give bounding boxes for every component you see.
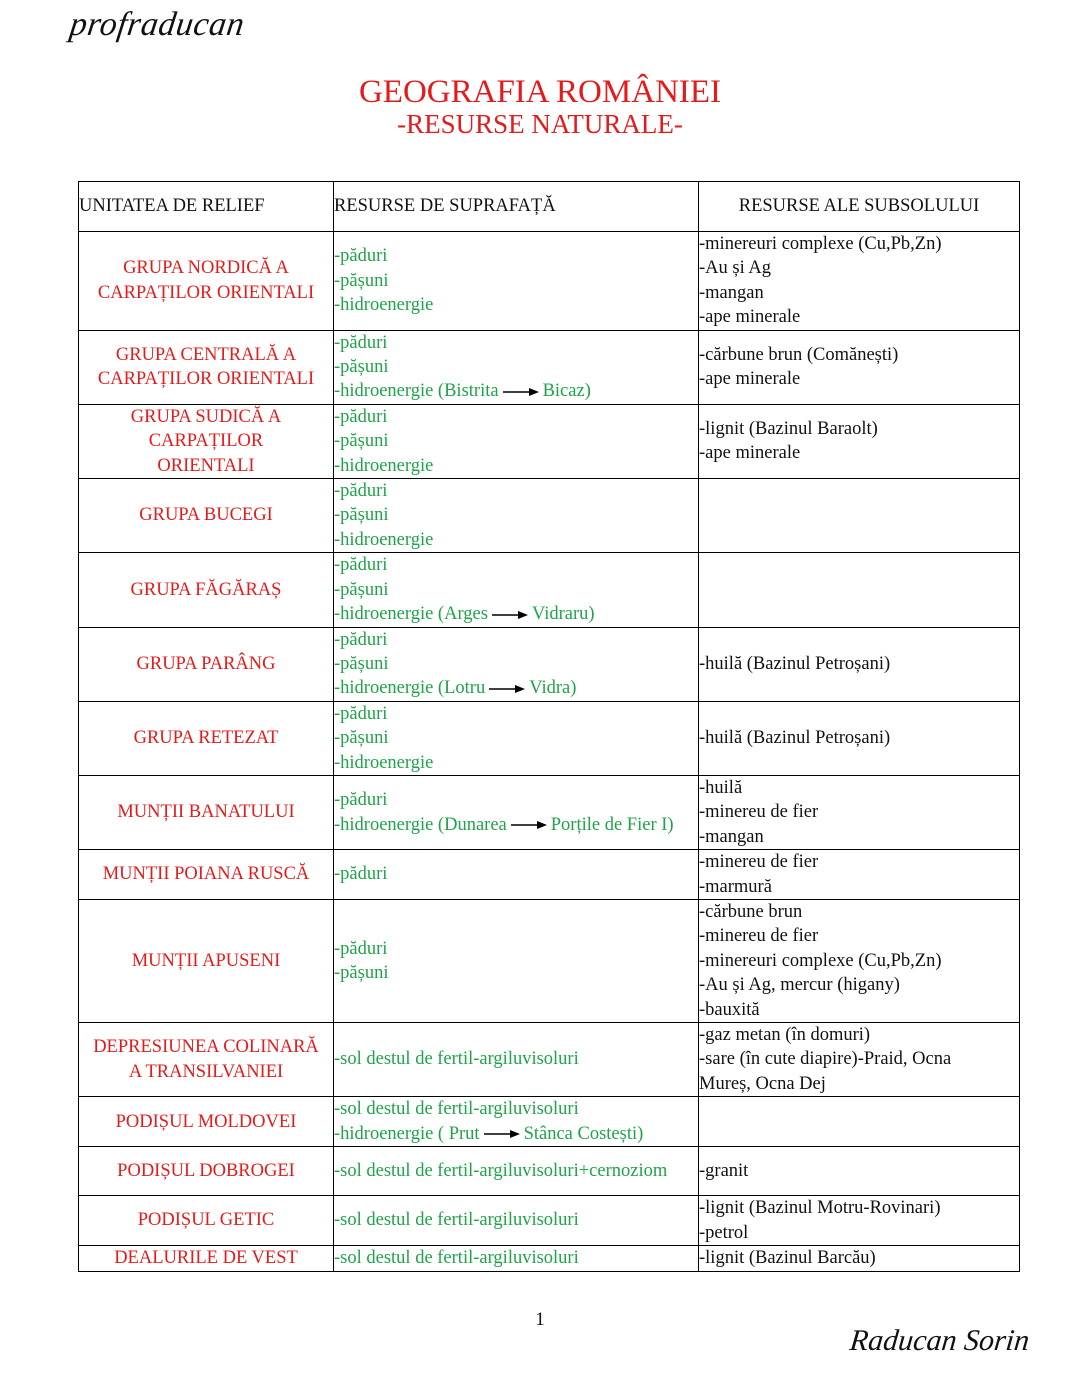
surface-resource-text: -pășuni bbox=[334, 579, 389, 600]
arrow-right-icon bbox=[503, 387, 539, 397]
surface-resource-item bbox=[334, 355, 698, 379]
surface-resource-item bbox=[334, 454, 698, 478]
surface-resources-cell bbox=[334, 899, 699, 1022]
relief-unit-line: CARPAȚILOR bbox=[148, 431, 264, 452]
subsoil-resources-cell bbox=[699, 850, 1020, 900]
surface-resource-text: -hidroenergie (Lotru bbox=[334, 678, 486, 699]
surface-resource-item bbox=[334, 479, 698, 503]
table-row bbox=[79, 553, 1020, 627]
surface-resources-cell bbox=[334, 1246, 699, 1272]
surface-resource-text: -hidroenergie bbox=[334, 752, 434, 773]
subsoil-resource-item: -ape minerale bbox=[699, 369, 801, 390]
arrow-right-icon bbox=[489, 684, 525, 694]
subsoil-resource-item: -cărbune brun (Comănești) bbox=[699, 344, 899, 365]
arrow-right-icon bbox=[492, 610, 528, 620]
surface-resource-text: -pășuni bbox=[334, 962, 389, 983]
surface-resources-cell bbox=[334, 479, 699, 553]
surface-resource-item bbox=[334, 553, 698, 577]
surface-resource-text: -hidroenergie (Arges bbox=[334, 604, 488, 625]
subsoil-resources-cell bbox=[699, 232, 1020, 331]
surface-resource-item bbox=[334, 788, 698, 812]
subsoil-resource-item: -gaz metan (în domuri) bbox=[699, 1025, 871, 1045]
relief-unit-cell bbox=[79, 899, 334, 1022]
surface-resource-item bbox=[334, 293, 698, 317]
subsoil-resource-item: -minereu de fier bbox=[699, 852, 819, 873]
subsoil-resource-item: -cărbune brun bbox=[699, 901, 803, 922]
subsoil-resource-item: -huilă bbox=[699, 777, 743, 798]
relief-unit-line: GRUPA NORDICĂ A bbox=[123, 258, 289, 279]
subsoil-resource-item: -ape minerale bbox=[699, 443, 801, 464]
relief-unit-line: CARPAȚILOR ORIENTALI bbox=[97, 282, 315, 303]
page-subtitle: -RESURSE NATURALE- bbox=[397, 109, 683, 139]
subsoil-resources-cell bbox=[699, 627, 1020, 701]
surface-resource-item bbox=[334, 1159, 698, 1183]
arrow-right-icon bbox=[484, 1129, 520, 1139]
resources-table bbox=[78, 181, 1020, 1272]
surface-resources-cell bbox=[334, 232, 699, 331]
relief-unit-line: MUNȚII POIANA RUSCĂ bbox=[102, 864, 310, 885]
header-subsoil-resources: RESURSE ALE SUBSOLULUI bbox=[699, 182, 1020, 232]
subsoil-resources-cell bbox=[699, 1246, 1020, 1272]
subsoil-resources-cell bbox=[699, 1097, 1020, 1147]
surface-resource-destination: Bicaz) bbox=[542, 381, 591, 402]
surface-resource-item bbox=[334, 602, 698, 626]
surface-resource-text: -păduri bbox=[334, 703, 388, 724]
subsoil-resources-cell bbox=[699, 404, 1020, 478]
subsoil-resource-item: -mangan bbox=[699, 826, 764, 847]
surface-resource-item bbox=[334, 1208, 698, 1232]
surface-resource-item bbox=[334, 503, 698, 527]
surface-resource-item bbox=[334, 813, 698, 837]
relief-unit-cell bbox=[79, 775, 334, 849]
surface-resources-cell bbox=[334, 775, 699, 849]
surface-resource-text: -păduri bbox=[334, 481, 388, 502]
surface-resource-text: -păduri bbox=[334, 790, 388, 811]
relief-unit-line: GRUPA PARÂNG bbox=[136, 653, 276, 674]
surface-resource-item bbox=[334, 244, 698, 268]
surface-resources-cell bbox=[334, 1147, 699, 1196]
surface-resource-text: -sol destul de fertil-argiluvisoluri bbox=[334, 1099, 579, 1120]
surface-resource-text: -păduri bbox=[334, 332, 388, 353]
subsoil-resource-item: -Au și Ag, mercur (higany) bbox=[699, 975, 900, 996]
subsoil-resource-item: -huilă (Bazinul Petroșani) bbox=[699, 653, 891, 674]
surface-resource-text: -pășuni bbox=[334, 357, 389, 378]
table-row bbox=[79, 701, 1020, 775]
subsoil-resource-item: -huilă (Bazinul Petroșani) bbox=[699, 728, 891, 749]
surface-resource-text: -hidroenergie (Dunarea bbox=[334, 814, 507, 835]
table-row bbox=[79, 1023, 1020, 1097]
subsoil-resource-item: -granit bbox=[699, 1161, 749, 1182]
page-title: GEOGRAFIA ROMÂNIEI bbox=[358, 74, 722, 110]
relief-unit-cell bbox=[79, 1196, 334, 1246]
subsoil-resources-cell bbox=[699, 553, 1020, 627]
subsoil-resource-item: -minereuri complexe (Cu,Pb,Zn) bbox=[699, 950, 942, 971]
subsoil-resource-item: -sare (în cute diapire)-Praid, Ocna bbox=[699, 1049, 952, 1070]
subsoil-resource-item: -lignit (Bazinul Barcău) bbox=[699, 1248, 876, 1269]
surface-resources-cell bbox=[334, 701, 699, 775]
subsoil-resource-item: -minereuri complexe (Cu,Pb,Zn) bbox=[699, 234, 942, 254]
relief-unit-line: CARPAȚILOR ORIENTALI bbox=[97, 369, 315, 390]
surface-resources-cell bbox=[334, 330, 699, 404]
relief-unit-cell bbox=[79, 1246, 334, 1272]
surface-resource-text: -sol destul de fertil-argiluvisoluri bbox=[334, 1049, 579, 1070]
surface-resource-destination: Vidra) bbox=[529, 678, 577, 699]
subsoil-resources-cell bbox=[699, 1023, 1020, 1097]
relief-unit-line: DEALURILE DE VEST bbox=[114, 1248, 298, 1269]
surface-resource-text: -pășuni bbox=[334, 728, 389, 749]
subsoil-resource-item: -petrol bbox=[699, 1222, 749, 1243]
surface-resource-item bbox=[334, 961, 698, 985]
table-row bbox=[79, 775, 1020, 849]
page-number: 1 bbox=[535, 1309, 545, 1330]
surface-resources-cell bbox=[334, 1196, 699, 1246]
surface-resource-item bbox=[334, 937, 698, 961]
surface-resource-destination: Vidraru) bbox=[531, 604, 595, 625]
subsoil-resources-cell bbox=[699, 330, 1020, 404]
table-row bbox=[79, 850, 1020, 900]
subsoil-resources-cell bbox=[699, 1147, 1020, 1196]
relief-unit-line: GRUPA RETEZAT bbox=[133, 728, 279, 749]
surface-resources-cell bbox=[334, 553, 699, 627]
surface-resource-text: -hidroenergie bbox=[334, 455, 434, 476]
table-row bbox=[79, 1246, 1020, 1272]
relief-unit-line: PODIȘUL MOLDOVEI bbox=[115, 1111, 297, 1132]
surface-resource-destination: Stânca Costești) bbox=[523, 1123, 644, 1144]
surface-resource-text: -păduri bbox=[334, 555, 388, 576]
relief-unit-cell bbox=[79, 330, 334, 404]
surface-resource-text: -păduri bbox=[334, 864, 388, 885]
surface-resource-item bbox=[334, 628, 698, 652]
table-row bbox=[79, 1147, 1020, 1196]
subsoil-resource-item: -minereu de fier bbox=[699, 926, 819, 947]
surface-resource-item bbox=[334, 269, 698, 293]
surface-resource-text: -pășuni bbox=[334, 653, 389, 674]
surface-resource-item bbox=[334, 578, 698, 602]
relief-unit-line: MUNȚII BANATULUI bbox=[117, 802, 295, 823]
surface-resource-text: -hidroenergie ( Prut bbox=[334, 1123, 480, 1144]
surface-resource-item bbox=[334, 379, 698, 403]
surface-resources-cell bbox=[334, 850, 699, 900]
subsoil-resource-item: -mangan bbox=[699, 282, 764, 303]
relief-unit-cell bbox=[79, 479, 334, 553]
surface-resource-item bbox=[334, 331, 698, 355]
surface-resources-cell bbox=[334, 627, 699, 701]
surface-resource-item bbox=[334, 726, 698, 750]
subsoil-resource-item: -lignit (Bazinul Baraolt) bbox=[699, 419, 878, 440]
subsoil-resource-item: -ape minerale bbox=[699, 307, 801, 328]
relief-unit-cell bbox=[79, 1023, 334, 1097]
relief-unit-cell bbox=[79, 1147, 334, 1196]
surface-resource-item bbox=[334, 528, 698, 552]
relief-unit-cell bbox=[79, 553, 334, 627]
surface-resources-cell bbox=[334, 1023, 699, 1097]
subsoil-resources-cell bbox=[699, 775, 1020, 849]
surface-resource-text: -sol destul de fertil-argiluvisoluri bbox=[334, 1248, 579, 1269]
surface-resource-text: -hidroenergie bbox=[334, 529, 434, 550]
author-signature-bottom: Raducan Sorin bbox=[848, 1324, 1031, 1357]
table-row bbox=[79, 479, 1020, 553]
header-relief-unit: UNITATEA DE RELIEF bbox=[79, 182, 334, 232]
subsoil-resource-item: Mureș, Ocna Dej bbox=[699, 1073, 826, 1094]
header-surface-resources: RESURSE DE SUPRAFAȚĂ bbox=[334, 182, 699, 232]
surface-resource-text: -pășuni bbox=[334, 505, 389, 526]
surface-resource-text: -sol destul de fertil-argiluvisoluri bbox=[334, 1210, 579, 1231]
relief-unit-cell bbox=[79, 701, 334, 775]
surface-resources-cell bbox=[334, 404, 699, 478]
relief-unit-line: PODIȘUL DOBROGEI bbox=[117, 1161, 295, 1182]
surface-resource-item bbox=[334, 751, 698, 775]
surface-resource-text: -hidroenergie bbox=[334, 295, 434, 316]
surface-resource-item bbox=[334, 652, 698, 676]
table-row bbox=[79, 899, 1020, 1022]
surface-resource-destination: Porțile de Fier I) bbox=[550, 814, 674, 835]
surface-resource-text: -pășuni bbox=[334, 270, 389, 291]
surface-resource-item bbox=[334, 1122, 698, 1146]
relief-unit-line: ORIENTALI bbox=[157, 455, 255, 476]
surface-resource-item bbox=[334, 1047, 698, 1071]
surface-resource-item bbox=[334, 429, 698, 453]
relief-unit-cell bbox=[79, 627, 334, 701]
surface-resource-item bbox=[334, 676, 698, 700]
subsoil-resource-item: -lignit (Bazinul Motru-Rovinari) bbox=[699, 1198, 941, 1219]
subsoil-resources-cell bbox=[699, 899, 1020, 1022]
subsoil-resources-cell bbox=[699, 1196, 1020, 1246]
subsoil-resource-item: -Au și Ag bbox=[699, 258, 771, 279]
table-row bbox=[79, 627, 1020, 701]
subsoil-resource-item: -minereu de fier bbox=[699, 802, 819, 823]
surface-resources-cell bbox=[334, 1097, 699, 1147]
surface-resource-text: -păduri bbox=[334, 629, 388, 650]
surface-resource-item bbox=[334, 702, 698, 726]
relief-unit-cell bbox=[79, 404, 334, 478]
relief-unit-line: MUNȚII APUSENI bbox=[131, 950, 281, 971]
surface-resource-text: -păduri bbox=[334, 246, 388, 267]
relief-unit-cell bbox=[79, 232, 334, 331]
table-row bbox=[79, 1097, 1020, 1147]
subsoil-resources-cell bbox=[699, 479, 1020, 553]
arrow-right-icon bbox=[511, 820, 547, 830]
subsoil-resource-item: -bauxită bbox=[699, 999, 760, 1020]
subsoil-resource-item: -marmură bbox=[699, 876, 772, 897]
table-row bbox=[79, 404, 1020, 478]
surface-resource-item bbox=[334, 862, 698, 886]
surface-resource-text: -păduri bbox=[334, 406, 388, 427]
subsoil-resources-cell bbox=[699, 701, 1020, 775]
relief-unit-line: A TRANSILVANIEI bbox=[128, 1061, 284, 1082]
surface-resource-text: -sol destul de fertil-argiluvisoluri+cernoziom bbox=[334, 1161, 668, 1182]
surface-resource-item bbox=[334, 1246, 698, 1270]
relief-unit-cell bbox=[79, 1097, 334, 1147]
relief-unit-line: GRUPA CENTRALĂ A bbox=[115, 344, 297, 365]
surface-resource-text: -hidroenergie (Bistrita bbox=[334, 381, 499, 402]
surface-resource-item bbox=[334, 405, 698, 429]
relief-unit-line: GRUPA FĂGĂRAȘ bbox=[130, 579, 282, 600]
surface-resource-text: -pășuni bbox=[334, 431, 389, 452]
table-row bbox=[79, 330, 1020, 404]
table-row bbox=[79, 232, 1020, 331]
relief-unit-cell bbox=[79, 850, 334, 900]
table-row bbox=[79, 1196, 1020, 1246]
surface-resource-item bbox=[334, 1097, 698, 1121]
relief-unit-line: GRUPA SUDICĂ A bbox=[130, 406, 282, 427]
relief-unit-line: GRUPA BUCEGI bbox=[139, 505, 273, 526]
relief-unit-line: PODIȘUL GETIC bbox=[137, 1210, 275, 1231]
surface-resource-text: -păduri bbox=[334, 938, 388, 959]
author-signature-top: profraducan bbox=[67, 6, 247, 43]
relief-unit-line: DEPRESIUNEA COLINARĂ bbox=[93, 1037, 319, 1058]
